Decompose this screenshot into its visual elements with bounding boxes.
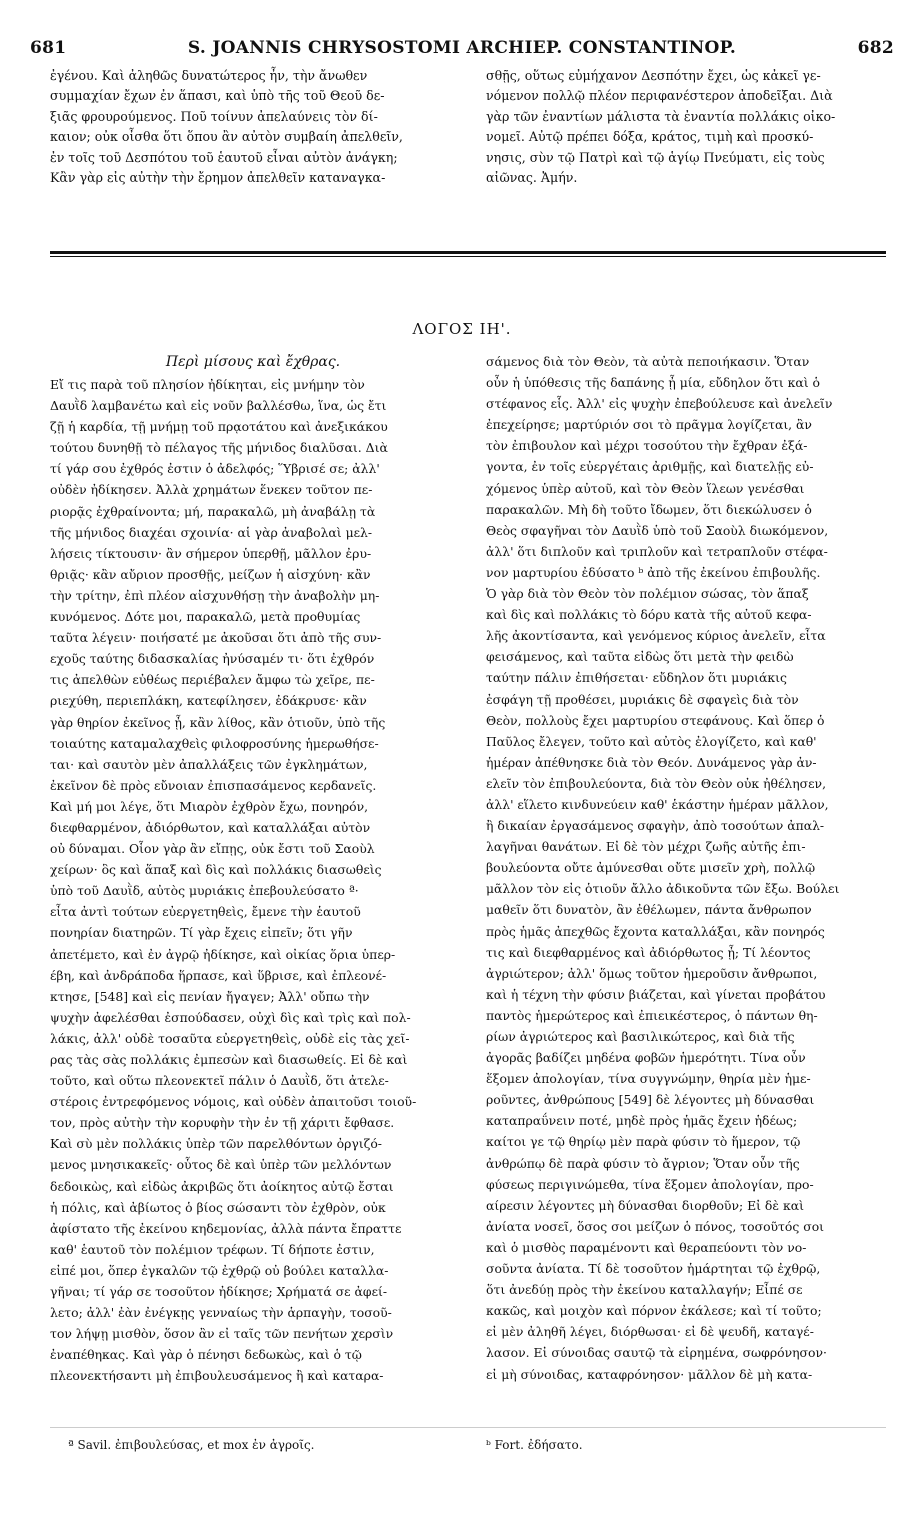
- text-line: Καὶ σὺ μὲν πολλάκις ὑπὲρ τῶν παρελθόντων ὀργιζό-: [50, 1136, 382, 1152]
- text-line: ψυχὴν ἀφελέσθαι ἐσπούδασεν, οὐχὶ δὶς καὶ τρὶς καὶ πολ-: [50, 1009, 411, 1025]
- text-line: νομεῖ. Αὐτῷ πρέπει δόξα, κράτος, τιμὴ καὶ προσκύ-: [486, 129, 814, 145]
- text-line: καὶ ἡ τέχνη τὴν φύσιν βιάζεται, καὶ γίνεται προβάτου: [486, 986, 826, 1002]
- text-line: χόμενος ὑπὲρ αὐτοῦ, καὶ τὸν Θεὸν ἵλεων γενέσθαι: [486, 480, 805, 496]
- text-line: Θεὸς σφαγῆναι τὸν Δαυῒδ ὑπὸ τοῦ Σαοὺλ διωκόμενον,: [486, 522, 829, 538]
- text-line: κτησε, [548] καὶ εἰς πενίαν ἤγαγεν; Ἀλλ' οὔπω τὴν: [50, 988, 370, 1004]
- text-line: Θεὸν, πολλοὺς ἔχει μαρτυρίου στεφάνους. Καὶ ὅπερ ὁ: [486, 712, 825, 728]
- main-left-column: [50, 374, 456, 1387]
- text-line: ἐν τοῖς τοῦ Δεσπότου τοῦ ἑαυτοῦ εἶναι αὐτὸν ἀνάγκη;: [50, 149, 398, 165]
- text-line: ἢ δικαίαν ἐργασάμενος σφαγὴν, ἀπὸ τοσούτων ἀπαλ-: [486, 818, 825, 834]
- text-line: πονηρίαν διατηρῶν. Τί γὰρ ἔχεις εἰπεῖν; ὅτι γῆν: [50, 925, 353, 941]
- text-line: λετο; ἀλλ' ἐὰν ἐνέγκῃς γενναίως τὴν ἁρπαγὴν, τοσοῦ-: [50, 1305, 392, 1321]
- text-line: ξιᾶς φρουρούμενος. Ποῦ τοίνυν ἀπελαύνεις τὸν δί-: [50, 108, 378, 124]
- text-line: εἰπέ μοι, ὅπερ ἐγκαλῶν τῷ ἐχθρῷ οὐ βούλει καταλλα-: [50, 1262, 389, 1278]
- text-line: καὶ ὁ μισθὸς παραμένοντι καὶ θεραπεύοντι τὸν νο-: [486, 1239, 807, 1255]
- footnote-b: ᵇ Fort. ἐδήσατο.: [486, 1438, 583, 1452]
- text-line: ἐγένου. Καὶ ἀληθῶς δυνατώτερος ἦν, τὴν ἄνωθεν: [50, 68, 368, 83]
- text-line: θριᾷς· κἂν αὔριον προσθῇς, μείζων ἡ αἰσχύνη· κἂν: [50, 566, 371, 582]
- text-line: ζῇ ἡ καρδία, τῇ μνήμῃ τοῦ πρᾳοτάτου καὶ ἀνεξικάκου: [50, 419, 388, 435]
- text-line: τούτου δυνηθῇ τὸ πέλαγος τῆς μήνιδος διαλῦσαι. Διὰ: [50, 440, 388, 456]
- text-line: Κἂν γὰρ εἰς αὐτὴν τὴν ἔρημον ἀπελθεῖν καταναγκα-: [50, 170, 386, 186]
- text-line: ται· καὶ σαυτὸν μὲν ἀπαλλάξεις τῶν ἐγκλημάτων,: [50, 756, 368, 772]
- text-line: ἡ πόλις, καὶ ἀβίωτος ὁ βίος σώσαντι τὸν ἐχθρὸν, οὐκ: [50, 1199, 386, 1215]
- text-line: ροῦντες, ἀνθρώπους [549] δὲ λέγοντες μὴ δύνασθαι: [486, 1092, 815, 1108]
- text-line: κυνόμενος. Δότε μοι, παρακαλῶ, μετὰ προθυμίας: [50, 609, 361, 625]
- text-line: οὐδὲν ἠδίκησεν. Ἀλλὰ χρημάτων ἕνεκεν τοῦτον πε-: [50, 482, 373, 498]
- text-line: ἀνθρώπῳ δὲ παρὰ φύσιν τὸ ἄγριον; Ὅταν οὖν τῆς: [486, 1155, 800, 1171]
- text-line: ριεχύθη, περιεπλάκη, κατεφίλησεν, ἐδάκρυσε· κἂν: [50, 693, 367, 709]
- text-line: εχοῦς ταύτης διδασκαλίας ἠνύσαμέν τι· ὅτι ἐχθρόν: [50, 651, 375, 667]
- text-line: ἐπεχείρησε; μαρτύριόν σοι τὸ πρᾶγμα λογίζεται, ἂν: [486, 417, 812, 433]
- text-line: τί γάρ σου ἐχθρός ἐστιν ὁ ἀδελφός; Ὕβρισέ σε; ἀλλ': [50, 461, 380, 477]
- text-line: φεισάμενος, καὶ ταῦτα εἰδὼς ὅτι μετὰ τὴν φειδὼ: [486, 649, 794, 665]
- text-line: ἡμέραν ἀπέθνησκε διὰ τὸν Θεόν. Δυνάμενος γὰρ ἀν-: [486, 754, 817, 770]
- text-line: τον λήψῃ μισθὸν, ὅσον ἂν εἰ ταῖς τῶν πενήτων χερσὶν: [50, 1326, 394, 1342]
- main-right-column: [486, 351, 884, 1385]
- text-line: πρὸς ἡμᾶς ἀπεχθῶς ἔχοντα καταλλάξαι, κἂν πονηρός: [486, 923, 825, 939]
- text-line: ριορᾷς ἐχθραίνοντα; μή, παρακαλῶ, μὴ ἀναβάλῃ τὰ: [50, 503, 376, 519]
- text-line: ἀλλ' εἵλετο κινδυνεύειν καθ' ἑκάστην ἡμέραν μᾶλλον,: [486, 796, 829, 812]
- text-line: Εἴ τις παρὰ τοῦ πλησίον ἠδίκηται, εἰς μνήμην τὸν: [50, 377, 365, 392]
- text-line: τοιαύτης καταμαλαχθεὶς φιλοφροσύνης ἡμερωθήσε-: [50, 735, 379, 751]
- text-line: Καὶ μή μοι λέγε, ὅτι Μιαρὸν ἐχθρὸν ἔχω, πονηρόν,: [50, 798, 369, 814]
- text-line: λάκις, ἀλλ' οὐδὲ τοσαῦτα εὐεργετηθεὶς, οὐδὲ εἰς τὰς χεῖ-: [50, 1030, 410, 1046]
- text-line: αίρεσιν λέγοντες μὴ δύνασθαι διορθοῦν; Εἰ δὲ καὶ: [486, 1197, 804, 1213]
- page-number-right: 682: [857, 38, 894, 58]
- text-line: τις ἀπελθὼν εὐθέως περιέβαλεν ἄμφω τὼ χεῖρε, πε-: [50, 672, 375, 688]
- text-line: γὰρ τῶν ἐναντίων μάλιστα τὰ ἐναντία πολλάκις οἰκο-: [486, 108, 836, 124]
- text-line: καὶ δὶς καὶ πολλάκις τὸ δόρυ κατὰ τῆς αὐτοῦ κεφα-: [486, 607, 812, 623]
- text-line: οὐ δύναμαι. Οἷον γὰρ ἂν εἴπῃς, οὐκ ἔστι τοῦ Σαοὺλ: [50, 841, 375, 857]
- text-line: μαθεῖν ὅτι δυνατὸν, ἂν ἐθέλωμεν, πάντα ἄνθρωπον: [486, 902, 812, 918]
- text-line: φύσεως περιγινώμεθα, τίνα ἕξομεν ἀπολογίαν, προ-: [486, 1176, 814, 1192]
- text-line: γοντα, ἐν τοῖς εὐεργέταις ἀριθμῇς, καὶ διατελῇς εὐ-: [486, 459, 814, 475]
- text-line: ελεῖν τὸν ἐπιβουλεύοντα, διὰ τὸν Θεὸν οὐκ ἠθέλησεν,: [486, 775, 827, 791]
- top-right-column: [486, 66, 884, 188]
- text-line: ἀνίατα νοσεῖ, ὅσος σοι μείζων ὁ πόνος, τοσοῦτός σοι: [486, 1218, 825, 1234]
- footnote-a: ª Savil. ἐπιβουλεύσας, et mox ἐν ἀγροῖς.: [68, 1438, 315, 1452]
- text-line: δεδοικὼς, καὶ εἰδὼς ἀκριβῶς ὅτι ἀοίκητος αὐτῷ ἔσται: [50, 1178, 394, 1194]
- text-line: βουλεύοντα οὔτε ἀμύνεσθαι οὔτε μισεῖν χρὴ, πολλῷ: [486, 860, 816, 876]
- text-line: τὴν τρίτην, ἐπὶ πλέον αἰσχυνθήσῃ τὴν ἀναβολὴν μη-: [50, 587, 380, 603]
- text-line: ταύτην πάλιν ἐπιθήσεται· εὔδηλον ὅτι μυριάκις: [486, 670, 787, 686]
- text-line: τοῦτο, καὶ οὕτω πλεονεκτεῖ πάλιν ὁ Δαυῒδ, ὅτι ἀτελε-: [50, 1073, 389, 1089]
- running-title: S. JOANNIS CHRYSOSTOMI ARCHIEP. CONSTANTINOP.: [187, 38, 737, 58]
- text-line: στέροις ἐντρεφόμενος νόμοις, καὶ οὐδὲν ἀπαιτοῦσι τοιοῦ-: [50, 1094, 417, 1110]
- text-line: μᾶλλον τὸν εἰς ὁτιοῦν ἄλλο ἀδικοῦντα τῶν ἔξω. Βούλει: [486, 881, 840, 897]
- text-line: γῆναι; τί γάρ σε τοσοῦτον ἠδίκησε; Χρήματά σε ἀφεί-: [50, 1284, 388, 1300]
- text-line: παρακαλῶν. Μὴ δὴ τοῦτο ἴδωμεν, ὅτι διεκώλυσεν ὁ: [486, 501, 812, 517]
- text-line: ἀγριώτερον; ἀλλ' ὅμως τοῦτον ἡμεροῦσιν ἄνθρωποι,: [486, 965, 818, 981]
- text-line: Παῦλος ἔλεγεν, τοῦτο καὶ αὐτὸς ἐλογίζετο, καὶ καθ': [486, 733, 817, 749]
- text-line: σάμενος διὰ τὸν Θεὸν, τὰ αὐτὰ πεποιήκασιν. Ὅταν: [486, 354, 810, 369]
- text-line: καταπραΰνειν ποτέ, μηδὲ πρὸς ἡμᾶς ἔχειν ἡδέως;: [486, 1113, 798, 1129]
- text-line: ἕξομεν ἀπολογίαν, τίνα συγγνώμην, θηρία μὲν ἡμε-: [486, 1071, 811, 1087]
- text-line: νόμενον πολλῷ πλέον περιφανέστερον ἀποδεῖξαι. Διὰ: [486, 88, 833, 104]
- text-line: ἀλλ' ὅτι διπλοῦν καὶ τριπλοῦν καὶ τετραπλοῦν στέφα-: [486, 543, 828, 559]
- text-line: εἰ μὴ σύνοιδας, καταφρόνησον· μᾶλλον δὲ μὴ κατα-: [486, 1366, 813, 1382]
- text-line: οὖν ἡ ὑπόθεσις τῆς δαπάνης ᾖ μία, εὔδηλον ὅτι καὶ ὁ: [486, 375, 820, 391]
- text-line: σθῇς, οὕτως εὐμήχανον Δεσπότην ἔχει, ὡς κἀκεῖ γε-: [486, 68, 821, 83]
- section-rule-thick: [50, 251, 886, 254]
- text-line: τις καὶ διεφθαρμένος καὶ ἀδιόρθωτος ᾖ; Τί λέοντος: [486, 944, 811, 960]
- text-line: ταῦτα λέγειν· ποιήσατέ με ἀκοῦσαι ὅτι ἀπὸ τῆς συν-: [50, 630, 382, 646]
- text-line: γὰρ θηρίον ἐκεῖνος ᾖ, κἂν λίθος, κἂν ὁτιοῦν, ὑπὸ τῆς: [50, 714, 386, 730]
- text-line: ἀφίστατο τῆς ἐκείνου κηδεμονίας, ἀλλὰ πάντα ἔπραττε: [50, 1220, 402, 1236]
- text-line: χείρων· ὃς καὶ ἅπαξ καὶ δὶς καὶ πολλάκις διασωθεὶς: [50, 862, 382, 878]
- text-line: ρας τὰς σὰς πολλάκις ἐμπεσὼν καὶ διασωθείς. Εἰ δὲ καὶ: [50, 1052, 408, 1067]
- text-line: πλεονεκτήσαντι μὴ ἐπιβουλευσάμενος ἢ καὶ καταρα-: [50, 1368, 384, 1384]
- text-line: εἶτα ἀντὶ τούτων εὐεργετηθεὶς, ἔμενε τὴν ἑαυτοῦ: [50, 904, 361, 920]
- text-line: λήσεις τίκτουσιν· ἂν σήμερον ὑπερθῇ, μᾶλλον ἐρυ-: [50, 545, 372, 561]
- text-line: νησις, σὺν τῷ Πατρὶ καὶ τῷ ἁγίῳ Πνεύματι, εἰς τοὺς: [486, 149, 825, 165]
- text-line: Ὁ γὰρ διὰ τὸν Θεὸν τὸν πολέμιον σώσας, τὸν ἅπαξ: [486, 586, 809, 602]
- text-line: έβη, καὶ ἀνδράποδα ἥρπασε, καὶ ὕβρισε, καὶ ἐπλεονέ-: [50, 967, 387, 983]
- oration-subtitle: Περὶ μίσους καὶ ἔχθρας.: [165, 354, 341, 370]
- text-line: τον, πρὸς αὐτὴν τὴν κορυφὴν τὴν ἐν τῇ χάριτι ἔφθασε.: [50, 1115, 395, 1131]
- text-line: τὸν ἐπιβουλον καὶ μέχρι τοσούτου τὴν ἔχθραν ἐξά-: [486, 438, 808, 454]
- text-line: λαγῆναι θανάτων. Εἰ δὲ τὸν μέχρι ζωῆς αὐτῆς ἐπι-: [486, 839, 806, 855]
- text-line: νον μαρτυρίου ἐδύσατο ᵇ ἀπὸ τῆς ἐκείνου ἐπιβουλῆς.: [486, 564, 821, 580]
- text-line: λῆς ἀκοντίσαντα, καὶ γενόμενος κύριος ἀνελεῖν, εἶτα: [486, 628, 826, 644]
- page-number-left: 681: [30, 38, 67, 58]
- text-line: Δαυῒδ λαμβανέτω καὶ εἰς νοῦν βαλλέσθω, ἵνα, ὡς ἔτι: [50, 398, 387, 414]
- text-line: ὅτι ἀνεδύῃ πρὸς τὴν ἐκείνου καταλλαγήν; Εἶπέ σε: [486, 1282, 803, 1298]
- text-line: ἐναπέθηκας. Καὶ γὰρ ὁ πένησι δεδωκὼς, καὶ ὁ τῷ: [50, 1347, 362, 1363]
- text-line: ὑπὸ τοῦ Δαυῒδ, αὐτὸς μυριάκις ἐπεβουλεύσατο ª·: [50, 883, 359, 899]
- section-rule-thin: [50, 256, 886, 257]
- text-line: ρίων ἀγριώτερος καὶ βασιλικώτερος, καὶ διὰ τῆς: [486, 1029, 795, 1044]
- text-line: διεφθαρμένον, ἀδιόρθωτον, καὶ καταλλάξαι αὐτὸν: [50, 819, 371, 835]
- footnote-rule: [50, 1427, 886, 1428]
- text-line: παντὸς ἡμερώτερος καὶ ἐπιεικέστερος, ὁ πάντων θη-: [486, 1007, 818, 1023]
- text-line: ἐκεῖνον δὲ πρὸς εὔνοιαν ἐπισπασάμενος κερδανεῖς.: [50, 777, 377, 793]
- text-line: αἰῶνας. Ἀμήν.: [486, 170, 578, 186]
- top-left-column: [50, 66, 456, 188]
- text-line: καιον; οὐκ οἶσθα ὅτι ὅπου ἂν αὐτὸν συμβαίη ἀπελθεῖν,: [50, 129, 403, 145]
- text-line: συμμαχίαν ἔχων ἐν ἅπασι, καὶ ὑπὸ τῆς τοῦ Θεοῦ δε-: [50, 88, 385, 104]
- text-line: καθ' ἑαυτοῦ τὸν πολέμιον τρέφων. Τί δήποτε ἐστιν,: [50, 1241, 375, 1257]
- text-line: μενος μνησικακεῖς· οὗτος δὲ καὶ ὑπὲρ τῶν μελλόντων: [50, 1157, 392, 1173]
- oration-title: ΛΟΓΟΣ ΙΗ'.: [412, 320, 512, 338]
- text-line: κακῶς, καὶ μοιχὸν καὶ πόρνον ἐκάλεσε; καὶ τί τοῦτο;: [486, 1303, 822, 1319]
- text-line: τῆς μήνιδος διαχέαι σχοινία· αἱ γὰρ ἀναβολαὶ μελ-: [50, 524, 373, 540]
- text-line: ἀγορᾶς βαδίζει μηδένα φοβῶν ἡμερότητι. Τίνα οὖν: [486, 1050, 806, 1066]
- text-line: σοῦντα ἀνίατα. Τί δὲ τοσοῦτον ἡμάρτηται τῷ ἐχθρῷ,: [486, 1261, 821, 1277]
- running-header: [30, 38, 894, 62]
- text-line: ἀπετέμετο, καὶ ἐν ἀγρῷ ἠδίκησε, καὶ οἰκίας ὅρια ὑπερ-: [50, 946, 396, 962]
- text-line: καίτοι γε τῷ θηρίῳ μὲν παρὰ φύσιν τὸ ἥμερον, τῷ: [486, 1134, 801, 1150]
- text-line: λασον. Εἰ σύνοιδας σαυτῷ τὰ εἰρημένα, σωφρόνησον·: [486, 1345, 827, 1361]
- text-line: ἐσφάγη τῇ προθέσει, μυριάκις δὲ σφαγεὶς διὰ τὸν: [486, 691, 799, 707]
- text-line: στέφανος εἷς. Ἀλλ' εἰς ψυχὴν ἐπεβούλευσε καὶ ἀνελεῖν: [486, 396, 833, 412]
- text-line: εἰ μὲν ἀληθῆ λέγει, διόρθωσαι· εἰ δὲ ψευδῆ, καταγέ-: [486, 1324, 814, 1340]
